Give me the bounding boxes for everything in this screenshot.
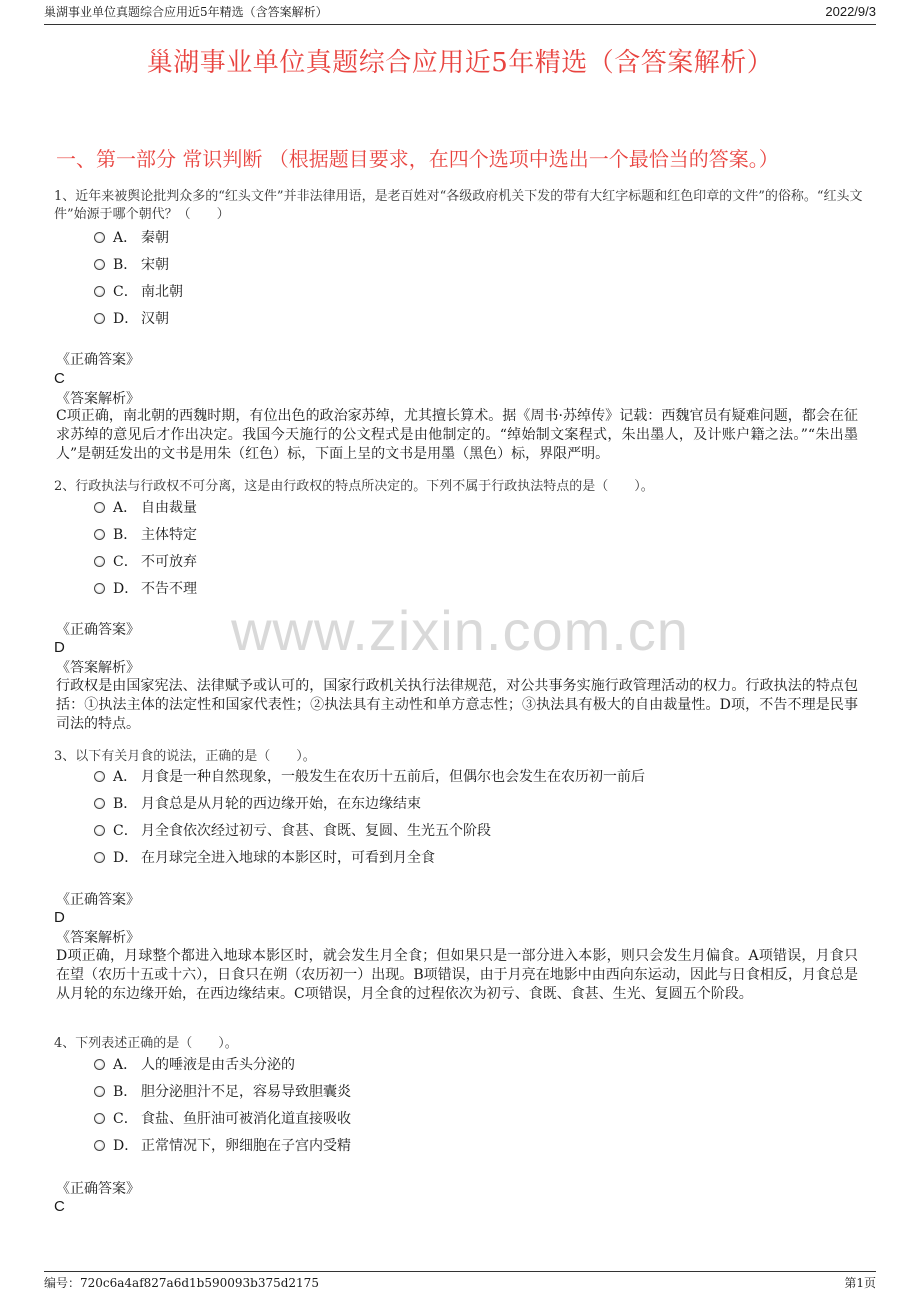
header-date: 2022/9/3 bbox=[825, 4, 876, 19]
question-1-option-c[interactable]: C． 南北朝 bbox=[94, 283, 183, 301]
radio-icon[interactable] bbox=[94, 529, 105, 540]
correct-answer-label: 《正确答案》 bbox=[56, 892, 140, 908]
question-4-stem: 4、下列表述正确的是（ ）。 bbox=[54, 1036, 238, 1051]
question-4-answer: C bbox=[54, 1198, 65, 1215]
analysis-label: 《答案解析》 bbox=[56, 660, 140, 676]
question-3-option-b[interactable]: B． 月食总是从月轮的西边缘开始，在东边缘结束 bbox=[94, 795, 421, 813]
question-3-analysis: D项正确，月球整个都进入地球本影区时，就会发生月全食；但如果只是一部分进入本影，则只会发生月偏食。A项错误，月食只在望（农历十五或十六），日食只在朔（农历初一）出现。B项错误，由于月亮在地影中由西向东运动，因此与日食相反，月食总是从月轮的东边缘开始，在西边缘结束。C项错误，月全食的过程依次为初亏、食既、食甚、生光、复圆五个阶段。 bbox=[56, 948, 858, 1002]
section-heading: 一、第一部分 常识判断 （根据题目要求，在四个选项中选出一个最恰当的答案。） bbox=[56, 147, 779, 171]
question-3-option-a[interactable]: A． 月食是一种自然现象，一般发生在农历十五前后，但偶尔也会发生在农历初一前后 bbox=[94, 768, 645, 786]
question-2-stem: 2、行政执法与行政权不可分离，这是由行政权的特点所决定的。下列不属于行政执法特点的是（ ）。 bbox=[54, 479, 654, 494]
question-2-answer: D bbox=[54, 639, 65, 656]
radio-icon[interactable] bbox=[94, 556, 105, 567]
radio-icon[interactable] bbox=[94, 798, 105, 809]
radio-icon[interactable] bbox=[94, 1113, 105, 1124]
page-footer bbox=[44, 1271, 876, 1292]
radio-icon[interactable] bbox=[94, 852, 105, 863]
question-2-option-c[interactable]: C． 不可放弃 bbox=[94, 553, 197, 571]
radio-icon[interactable] bbox=[94, 583, 105, 594]
radio-icon[interactable] bbox=[94, 286, 105, 297]
document-title: 巢湖事业单位真题综合应用近5年精选（含答案解析） bbox=[146, 48, 774, 78]
question-2-option-b[interactable]: B． 主体特定 bbox=[94, 526, 197, 544]
question-2-analysis: 行政权是由国家宪法、法律赋予或认可的，国家行政机关执行法律规范，对公共事务实施行政管理活动的权力。行政执法的特点包括：①执法主体的法定性和国家代表性；②执法具有主动性和单方意志性；③执法具有极大的自由裁量性。D项，不告不理是民事司法的特点。 bbox=[56, 678, 858, 732]
radio-icon[interactable] bbox=[94, 313, 105, 324]
header-doc-title: 巢湖事业单位真题综合应用近5年精选（含答案解析） bbox=[44, 5, 328, 19]
radio-icon[interactable] bbox=[94, 771, 105, 782]
question-4-option-a[interactable]: A． 人的唾液是由舌头分泌的 bbox=[94, 1056, 295, 1074]
radio-icon[interactable] bbox=[94, 259, 105, 270]
page-header bbox=[44, 0, 876, 25]
question-1-analysis: C项正确，南北朝的西魏时期，有位出色的政治家苏绰，尤其擅长算术。据《周书·苏绰传》记载：西魏官员有疑难问题，都会在征求苏绰的意见后才作出决定。我国今天施行的公文程式是由他制定的。“绰始制文案程式，朱出墨人，及计账户籍之法。”“朱出墨人”是朝廷发出的文书是用朱（红色）标，下面上呈的文书是用墨（黑色）标，界限严明。 bbox=[56, 408, 858, 462]
question-4-option-d[interactable]: D． 正常情况下，卵细胞在子宫内受精 bbox=[94, 1137, 351, 1155]
radio-icon[interactable] bbox=[94, 232, 105, 243]
question-1-option-a[interactable]: A． 秦朝 bbox=[94, 229, 169, 247]
watermark: www.zixin.com.cn bbox=[231, 599, 689, 662]
question-3-answer: D bbox=[54, 909, 65, 926]
question-3-option-c[interactable]: C． 月全食依次经过初亏、食甚、食既、复圆、生光五个阶段 bbox=[94, 822, 491, 840]
correct-answer-label: 《正确答案》 bbox=[56, 622, 140, 638]
correct-answer-label: 《正确答案》 bbox=[56, 352, 140, 368]
question-2-option-a[interactable]: A． 自由裁量 bbox=[94, 499, 197, 517]
radio-icon[interactable] bbox=[94, 1059, 105, 1070]
radio-icon[interactable] bbox=[94, 502, 105, 513]
question-3-stem: 3、以下有关月食的说法，正确的是（ ）。 bbox=[54, 749, 316, 764]
correct-answer-label: 《正确答案》 bbox=[56, 1181, 140, 1197]
question-1-option-b[interactable]: B． 宋朝 bbox=[94, 256, 169, 274]
question-1-stem: 1、近年来被舆论批判众多的“红头文件”并非法律用语，是老百姓对“各级政府机关下发的带有大红字标题和红色印章的文件”的俗称。“红头文件”始源于哪个朝代？（ ） bbox=[54, 189, 863, 222]
question-4-option-b[interactable]: B． 胆分泌胆汁不足，容易导致胆囊炎 bbox=[94, 1083, 351, 1101]
radio-icon[interactable] bbox=[94, 1140, 105, 1151]
question-3-option-d[interactable]: D． 在月球完全进入地球的本影区时，可看到月全食 bbox=[94, 849, 435, 867]
analysis-label: 《答案解析》 bbox=[56, 930, 140, 946]
document-id: 编号：720c6a4af827a6d1b590093b375d2175 bbox=[44, 1276, 319, 1290]
radio-icon[interactable] bbox=[94, 825, 105, 836]
analysis-label: 《答案解析》 bbox=[56, 391, 140, 407]
page-number: 第1页 bbox=[844, 1276, 876, 1290]
radio-icon[interactable] bbox=[94, 1086, 105, 1097]
question-1-answer: C bbox=[54, 370, 65, 387]
question-1-option-d[interactable]: D． 汉朝 bbox=[94, 310, 169, 328]
question-4-option-c[interactable]: C． 食盐、鱼肝油可被消化道直接吸收 bbox=[94, 1110, 351, 1128]
question-2-option-d[interactable]: D． 不告不理 bbox=[94, 580, 197, 598]
